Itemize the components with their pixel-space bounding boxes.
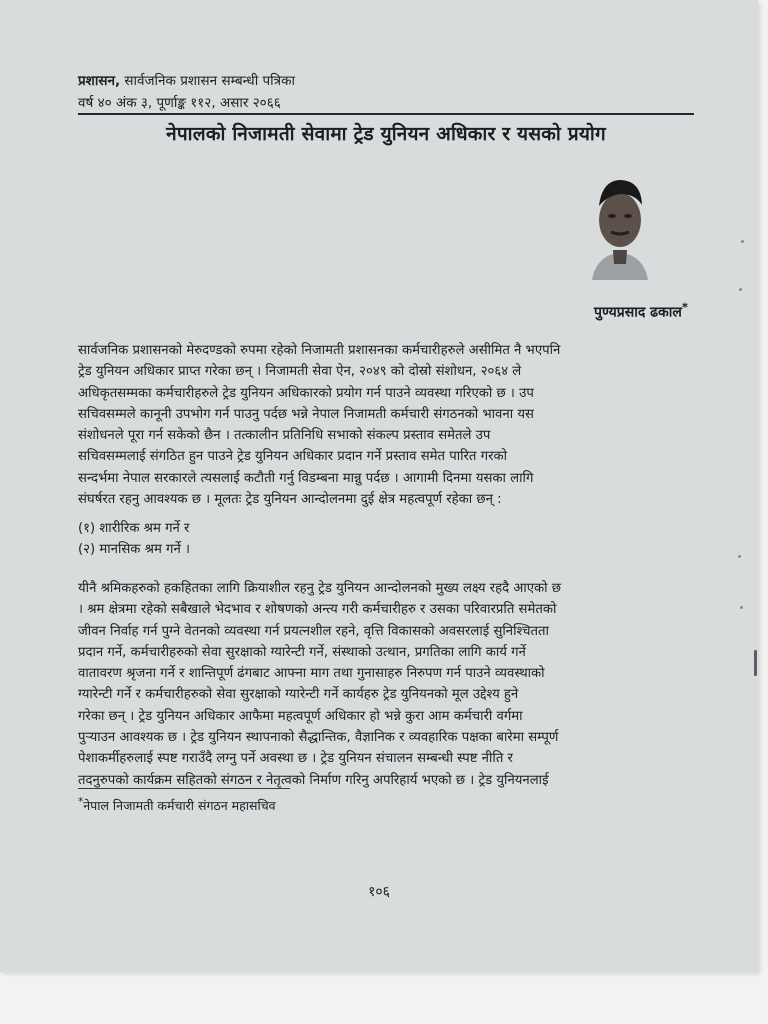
- footnote-divider: [78, 788, 290, 789]
- author-name: [594, 300, 688, 322]
- paragraph-line: प्रदान गर्ने, कर्मचारीहरुको सेवा सुरक्षाको ग्यारेन्टी गर्ने, संस्थाको उत्थान, प्रगतिका लागि कार्य गर्ने: [78, 644, 526, 660]
- author-footnote-marker: *: [681, 300, 688, 314]
- paragraph-line: जीवन निर्वाह गर्न पुग्ने वेतनको व्यवस्था गर्न प्रयत्नशील रहने, वृत्ति विकासको अवसरलाई सुनिश्चितता: [78, 623, 549, 639]
- paragraph-1: [78, 340, 696, 510]
- paragraph-line: ग्यारेन्टी गर्ने र कर्मचारीहरुको सेवा सुरक्षाको ग्यारेन्टी गर्ने कार्यहरु ट्रेड युनियनको मूल उद्देश्य हुने: [78, 687, 519, 703]
- paragraph-line: अधिकृतसम्मका कर्मचारीहरुले ट्रेड युनियन अधिकारको प्रयोग गर्न पाउने व्यवस्था गरिएको छ । उप: [78, 385, 534, 401]
- journal-issue-line: वर्ष ४० अंक ३, पूर्णाङ्क ११२, असार २०६६: [78, 95, 281, 111]
- journal-line-1: [78, 70, 295, 92]
- paragraph-line: संशोधनले पूरा गर्न सकेको छैन । तत्कालीन प्रतिनिधि सभाको संकल्प प्रस्ताव समेतले उप: [78, 428, 491, 444]
- paragraph-line: पुऱ्याउन आवश्यक छ । ट्रेड युनियन स्थापनाको सैद्धान्तिक, वैज्ञानिक र व्यवहारिक पक्षका बारेमा सम्पूर्ण: [78, 730, 559, 746]
- scan-speck: [738, 555, 741, 558]
- page-number: १०६: [368, 884, 390, 900]
- paragraph-2: [78, 578, 696, 791]
- paragraph-line: यीनै श्रमिकहरुको हकहितका लागि क्रियाशील रहनु ट्रेड युनियन आन्दोलनको मुख्य लक्ष्य रहदै आएको छ: [78, 581, 562, 596]
- paragraph-line: गरेका छन् । ट्रेड युनियन अधिकार आफैमा महत्वपूर्ण अधिकार हो भन्ने कुरा आम कर्मचारी वर्गमा: [78, 708, 523, 724]
- scan-speck: [754, 650, 757, 676]
- paragraph-line: पेशाकर्मीहरुलाई स्पष्ट गराउँदै लग्नु पर्ने अवस्था छ । ट्रेड युनियन संचालन सम्बन्धी स्पष्ट नीति र: [78, 751, 513, 767]
- journal-header: [78, 70, 295, 114]
- paragraph-line: सार्वजनिक प्रशासनको मेरुदण्डको रुपमा रहेको निजामती प्रशासनका कर्मचारीहरुले असीमित नै भएपनि: [78, 343, 561, 358]
- paragraph-line: तदनुरुपको कार्यक्रम सहितको संगठन र नेतृत्वको निर्माण गरिनु अपरिहार्य भएको छ । ट्रेड युनियनलाई: [78, 772, 549, 788]
- list-item: (१) शारीरिक श्रम गर्ने र: [78, 521, 190, 536]
- article-title: नेपालको निजामती सेवामा ट्रेड युनियन अधिकार र यसको प्रयोग: [166, 123, 606, 145]
- author-name-text: पुण्यप्रसाद ढकाल: [594, 304, 682, 321]
- scan-speck: [741, 240, 744, 243]
- labor-types-list: [78, 518, 696, 561]
- header-divider: [78, 113, 694, 115]
- paragraph-line: ट्रेड युनियन अधिकार प्राप्त गरेका छन् । निजामती सेवा ऐन, २०४९ को दोस्रो संशोधन, २०६४ ले: [78, 364, 522, 380]
- scan-speck: [739, 288, 742, 291]
- footnote-marker: *: [78, 796, 84, 808]
- footnote-text: नेपाल निजामती कर्मचारी संगठन महासचिव: [83, 798, 276, 814]
- journal-name: प्रशासन,: [78, 73, 121, 89]
- paragraph-line: सचिवसम्मलाई संगठित हुन पाउने ट्रेड युनियन अधिकार प्रदान गर्ने प्रस्ताव समेत पारित गरको: [78, 449, 508, 465]
- scan-speck: [740, 606, 743, 609]
- journal-subtitle: सार्वजनिक प्रशासन सम्बन्धी पत्रिका: [120, 73, 295, 89]
- list-item: (२) मानसिक श्रम गर्ने ।: [78, 542, 190, 558]
- author-photo: [586, 172, 654, 280]
- paragraph-line: सचिवसम्मले कानूनी उपभोग गर्न पाउनु पर्दछ भन्ने नेपाल निजामती कर्मचारी संगठनको भावना यस: [78, 406, 534, 422]
- paragraph-line: संघर्षरत रहनु आवश्यक छ । मूलतः ट्रेड युनियन आन्दोलनमा दुई क्षेत्र महत्वपूर्ण रहेका छन् :: [78, 492, 502, 508]
- paragraph-line: सन्दर्भमा नेपाल सरकारले त्यसलाई कटौती गर्नु विडम्बना मान्नु पर्दछ । आगामी दिनमा यसका लागि: [78, 470, 534, 486]
- footnote: [78, 796, 276, 814]
- paragraph-line: । श्रम क्षेत्रमा रहेको सबैखाले भेदभाव र शोषणको अन्त्य गरी कर्मचारीहरु र उसका परिवारप्रति समेतको: [78, 602, 557, 618]
- paragraph-line: वातावरण श्रृजना गर्ने र शान्तिपूर्ण ढंगबाट आफ्ना माग तथा गुनासाहरु निरुपण गर्न पाउने व्यवस्थाको: [78, 666, 545, 682]
